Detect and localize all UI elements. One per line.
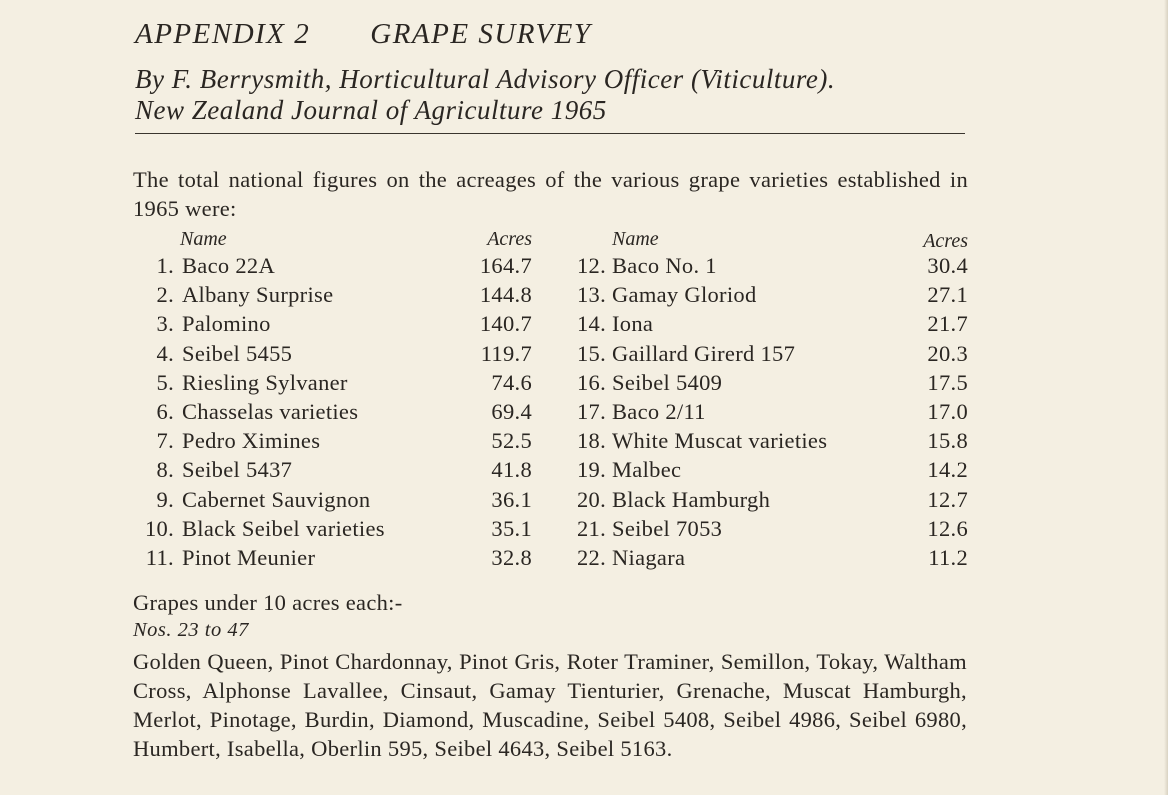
table-row <box>0 311 1168 340</box>
acreage-value: 164.7 <box>479 253 532 278</box>
row-number: 14. <box>576 311 606 337</box>
acreage-value: 12.7 <box>927 486 968 512</box>
grape-variety-name: Baco 22A <box>182 253 276 278</box>
row-number: 6. <box>156 399 174 424</box>
row-number: 21. <box>576 515 606 541</box>
row-number: 1. <box>156 253 174 278</box>
grape-variety-name: Palomino <box>182 311 271 337</box>
acreage-value: 30.4 <box>927 253 968 278</box>
acreage-value: 12.6 <box>927 515 968 541</box>
under-ten-varieties: Golden Queen, Pinot Chardonnay, Pinot Gris, Roter Traminer, Semillon, Tokay, Waltham Cross, Alphonse Lavallee, Cinsaut, Gamay Tienturier, Grenache, Muscat Hamburgh, Merlot, Pinotage, Burdin, Diamond, Muscadine, Seibel 5408, Seibel 4986, Seibel 6980, Humbert, Isabella, Oberlin 595, Seibel 4643, Seibel 5163. <box>133 649 967 761</box>
grape-variety-name: Seibel 5437 <box>182 457 293 483</box>
acreage-value: 41.8 <box>491 457 532 483</box>
table-row <box>0 516 1168 545</box>
row-number: 9. <box>156 486 174 512</box>
grape-variety-name: Black Seibel varieties <box>182 515 385 541</box>
grape-variety-name: Gamay Gloriod <box>612 282 757 308</box>
acreage-value: 69.4 <box>491 399 532 424</box>
grape-variety-name: Iona <box>612 311 654 337</box>
grape-variety-name: Pedro Ximines <box>182 428 321 454</box>
table-row <box>0 370 1168 399</box>
acreage-value: 144.8 <box>479 282 532 308</box>
grape-variety-name: Baco No. 1 <box>612 253 717 278</box>
grape-variety-name: Cabernet Sauvignon <box>182 486 371 512</box>
grape-variety-name: Riesling Sylvaner <box>182 369 348 395</box>
row-number: 19. <box>576 457 606 483</box>
row-number: 17. <box>576 399 606 424</box>
table-row <box>0 399 1168 428</box>
left-name-header: Name <box>180 228 227 250</box>
left-acres-header: Acres <box>487 228 532 250</box>
table-row <box>0 545 1168 574</box>
acreage-value: 35.1 <box>491 515 532 541</box>
acreage-value: 14.2 <box>927 457 968 483</box>
right-acres-header: Acres <box>923 230 968 252</box>
row-number: 7. <box>156 428 174 454</box>
appendix-label: APPENDIX 2 <box>135 18 311 50</box>
grape-variety-name: Albany Surprise <box>182 282 334 308</box>
acreage-value: 11.2 <box>928 545 968 570</box>
acreage-value: 74.6 <box>491 369 532 395</box>
grape-variety-name: Malbec <box>612 457 682 483</box>
under-ten-heading: Grapes under 10 acres each:- <box>133 590 403 615</box>
row-number: 10. <box>144 515 174 541</box>
byline-source: New Zealand Journal of Agriculture 1965 <box>135 95 607 125</box>
row-number: 12. <box>576 253 606 278</box>
table-row <box>0 282 1168 311</box>
row-number: 16. <box>576 369 606 395</box>
acreage-value: 20.3 <box>927 340 968 366</box>
grape-variety-name: Pinot Meunier <box>182 545 316 570</box>
acreage-value: 119.7 <box>480 340 532 366</box>
under-ten-range: Nos. 23 to 47 <box>133 619 249 641</box>
row-number: 5. <box>156 369 174 395</box>
acreage-value: 52.5 <box>491 428 532 454</box>
acreage-value: 32.8 <box>491 545 532 570</box>
grape-variety-name: Gaillard Girerd 157 <box>612 340 796 366</box>
acreage-value: 17.0 <box>927 399 968 424</box>
row-number: 15. <box>576 340 606 366</box>
table-row <box>0 253 1168 282</box>
grape-variety-name: White Muscat varieties <box>612 428 828 454</box>
row-number: 4. <box>156 340 174 366</box>
byline-author: By F. Berrysmith, Horticultural Advisory Officer (Viticulture). <box>135 64 836 94</box>
acreage-value: 27.1 <box>927 282 968 308</box>
row-number: 8. <box>156 457 174 483</box>
acreage-value: 21.7 <box>927 311 968 337</box>
table-row <box>0 457 1168 486</box>
table-row <box>0 487 1168 516</box>
table-row <box>0 428 1168 457</box>
grape-variety-name: Baco 2/11 <box>612 399 706 424</box>
grape-variety-name: Seibel 7053 <box>612 515 723 541</box>
row-number: 2. <box>156 282 174 308</box>
acreage-value: 17.5 <box>927 369 968 395</box>
grape-variety-name: Black Hamburgh <box>612 486 771 512</box>
row-number: 18. <box>576 428 606 454</box>
row-number: 13. <box>576 282 606 308</box>
acreage-value: 36.1 <box>491 486 532 512</box>
acreage-value: 140.7 <box>479 311 532 337</box>
row-number: 11. <box>145 545 174 570</box>
row-number: 3. <box>156 311 174 337</box>
appendix-heading <box>135 18 592 51</box>
table-row <box>0 341 1168 370</box>
header-divider <box>135 133 965 134</box>
row-number: 22. <box>576 545 606 570</box>
grape-variety-name: Seibel 5455 <box>182 340 293 366</box>
right-name-header: Name <box>612 228 659 250</box>
grape-variety-name: Seibel 5409 <box>612 369 723 395</box>
grape-variety-name: Chasselas varieties <box>182 399 359 424</box>
intro-paragraph: The total national figures on the acreages of the various grape varieties established in 1965 were: <box>133 167 968 221</box>
survey-title: GRAPE SURVEY <box>370 18 592 50</box>
row-number: 20. <box>576 486 606 512</box>
acreage-value: 15.8 <box>927 428 968 454</box>
grape-variety-name: Niagara <box>612 545 686 570</box>
